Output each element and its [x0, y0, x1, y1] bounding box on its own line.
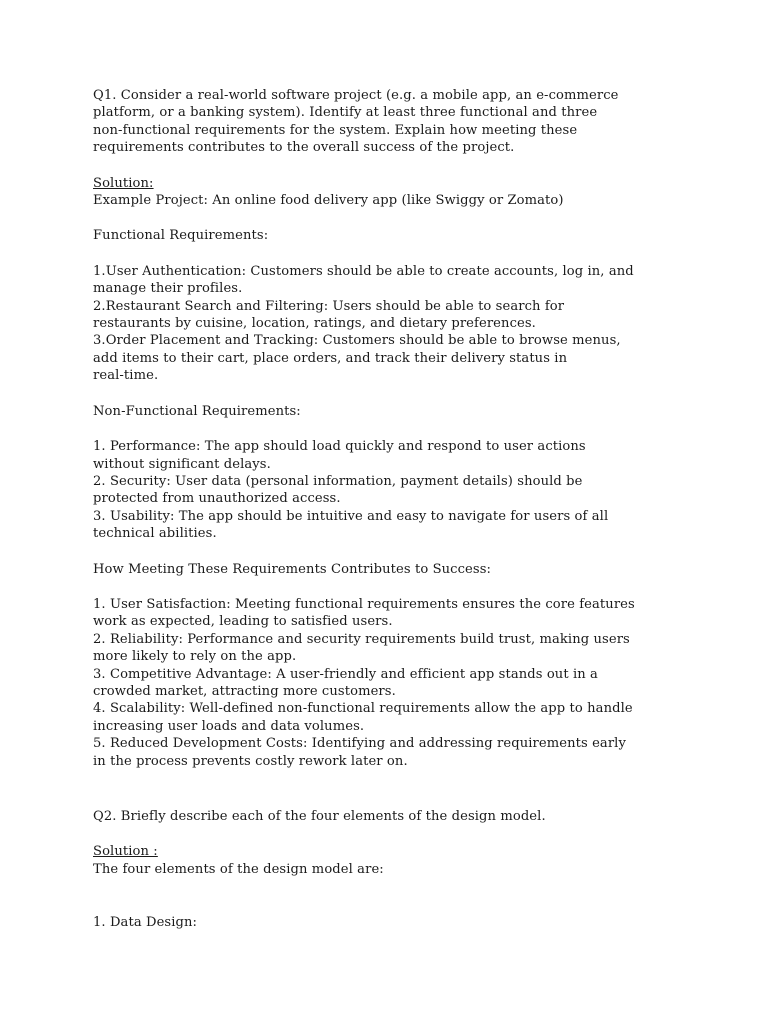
success-line: 4. Scalability: Well-defined non-functional requirements allow the app to handle [93, 701, 633, 717]
success-line: crowded market, attracting more customers. [93, 683, 396, 699]
solution-1-label: Solution: [93, 175, 154, 191]
success-line: 2. Reliability: Performance and security requirements build trust, making users [93, 631, 630, 647]
non-functional-requirement-line: 3. Usability: The app should be intuitive and easy to navigate for users of all [93, 508, 609, 524]
document-content [93, 87, 693, 932]
success-line: 1. User Satisfaction: Meeting functional requirements ensures the core features [93, 596, 635, 612]
non-functional-requirement-line: 1. Performance: The app should load quickly and respond to user actions [93, 439, 586, 455]
question-2-text: Q2. Briefly describe each of the four elements of the design model. [93, 809, 546, 824]
success-line: 5. Reduced Development Costs: Identifying and addressing requirements early [93, 736, 626, 752]
functional-requirement-line: 1.User Authentication: Customers should be able to create accounts, log in, and [93, 263, 634, 279]
non-functional-requirement-line: technical abilities. [93, 526, 217, 542]
question-1 [93, 87, 693, 157]
data-design-block [93, 914, 693, 931]
success-line: increasing user loads and data volumes. [93, 718, 365, 734]
functional-requirement-line: add items to their cart, place orders, and track their delivery status in [93, 350, 568, 366]
functional-heading-block [93, 227, 693, 244]
functional-requirement-line: 3.Order Placement and Tracking: Customers should be able to browse menus, [93, 333, 621, 349]
solution-2-label: Solution : [93, 844, 158, 860]
solution-2 [93, 843, 693, 878]
non-functional-requirement-line: protected from unauthorized access. [93, 491, 341, 507]
functional-requirement-line: manage their profiles. [93, 281, 243, 297]
non-functional-heading-block [93, 403, 693, 420]
non-functional-requirements-list [93, 438, 693, 542]
data-design-heading: 1. Data Design: [93, 915, 198, 931]
functional-requirement-line: restaurants by cuisine, location, ratings, and dietary preferences. [93, 316, 536, 332]
success-heading-block [93, 561, 693, 578]
success-line: 3. Competitive Advantage: A user-friendly and efficient app stands out in a [93, 666, 598, 682]
functional-requirement-line: real-time. [93, 368, 159, 384]
non-functional-heading: Non-Functional Requirements: [93, 403, 301, 419]
success-line: in the process prevents costly rework later on. [93, 753, 408, 769]
solution-1 [93, 175, 693, 210]
solution-2-intro: The four elements of the design model are: [93, 861, 384, 877]
question-1-line: requirements contributes to the overall success of the project. [93, 140, 515, 156]
functional-requirement-line: 2.Restaurant Search and Filtering: Users should be able to search for [93, 298, 565, 314]
success-list [93, 596, 693, 770]
question-1-line: Q1. Consider a real-world software project (e.g. a mobile app, an e-commerce [93, 88, 619, 103]
success-heading: How Meeting These Requirements Contributes to Success: [93, 561, 492, 577]
question-2 [93, 808, 693, 825]
functional-requirements-list [93, 263, 693, 385]
question-1-line: non-functional requirements for the system. Explain how meeting these [93, 122, 578, 138]
functional-heading: Functional Requirements: [93, 228, 269, 244]
example-project: Example Project: An online food delivery app (like Swiggy or Zomato) [93, 193, 564, 209]
non-functional-requirement-line: 2. Security: User data (personal information, payment details) should be [93, 473, 583, 489]
question-1-line: platform, or a banking system). Identify at least three functional and three [93, 105, 598, 121]
success-line: work as expected, leading to satisfied users. [93, 614, 393, 630]
non-functional-requirement-line: without significant delays. [93, 456, 271, 472]
success-line: more likely to rely on the app. [93, 649, 297, 665]
